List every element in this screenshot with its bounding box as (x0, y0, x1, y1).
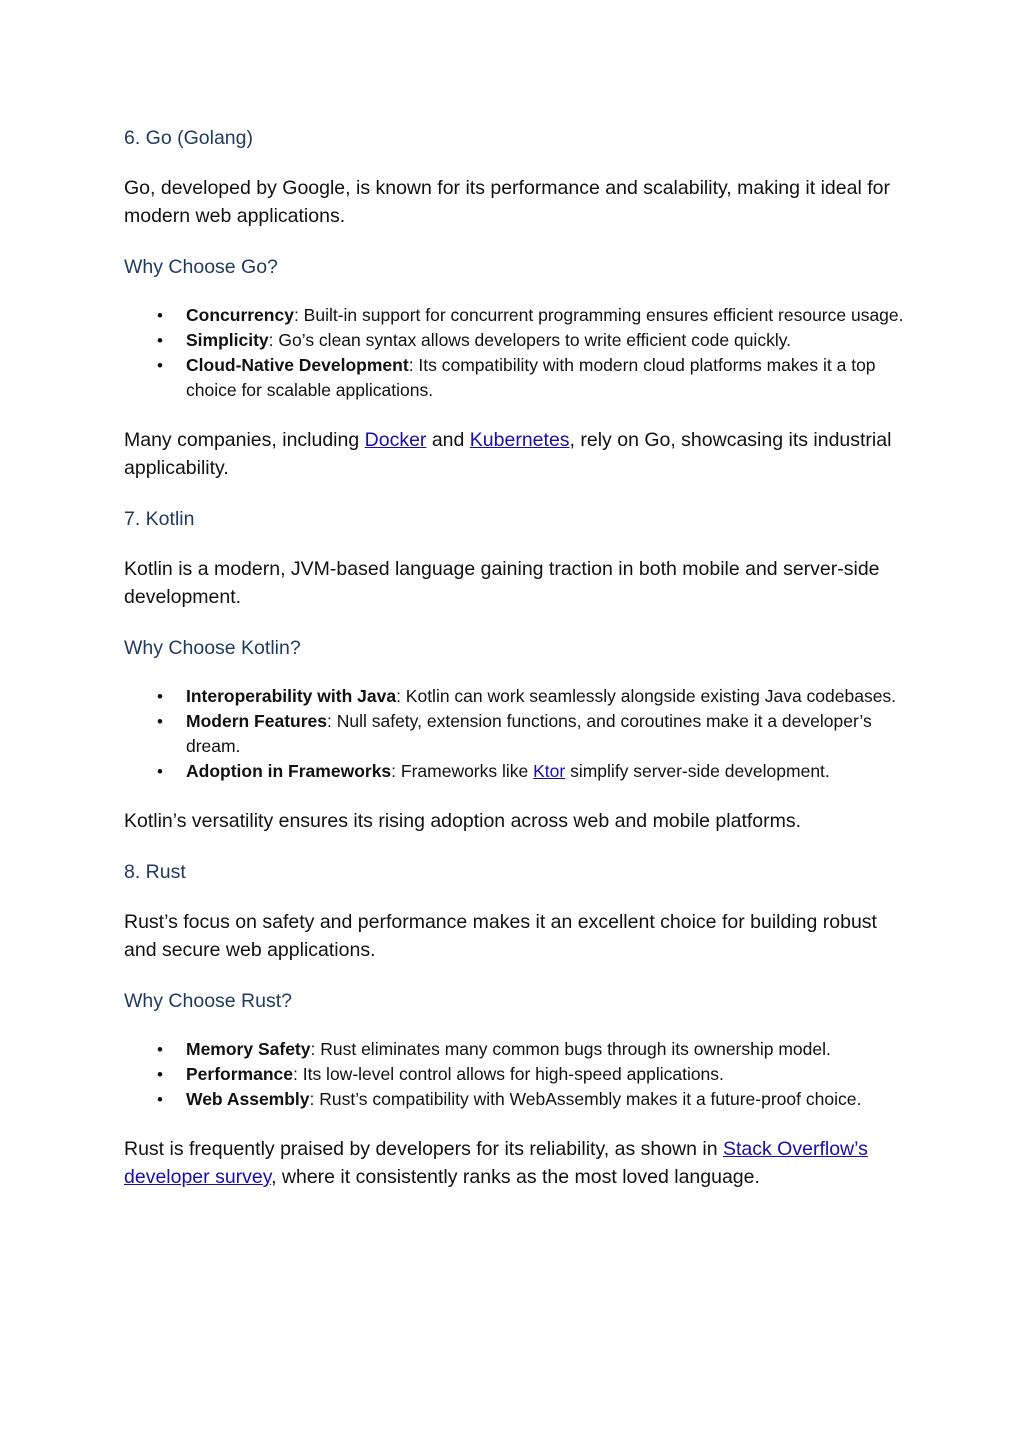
list-item (186, 328, 904, 353)
rust-outro-before: Rust is frequently praised by developers for its reliability, as shown in (124, 1138, 723, 1160)
bullet-term: Adoption in Frameworks (186, 761, 392, 781)
why-heading-kotlin: Why Choose Kotlin? (124, 637, 301, 659)
bullet-text: : Go’s clean syntax allows developers to write efficient code quickly. (268, 330, 792, 350)
go-outro-after: , rely on Go, showcasing its industrial applicability. (124, 429, 892, 479)
bullet-text: : Rust’s compatibility with WebAssembly makes it a future-proof choice. (309, 1089, 862, 1109)
list-item (186, 709, 904, 759)
bullet-text: : Frameworks like (391, 761, 534, 781)
list-item (186, 1037, 904, 1062)
bullet-term: Modern Features (186, 711, 327, 731)
kubernetes-link[interactable]: Kubernetes (469, 429, 570, 451)
bullet-text: simplify server-side development. (565, 761, 830, 781)
rust-bullet-list (124, 1037, 904, 1112)
list-item (186, 1062, 904, 1087)
why-heading-go: Why Choose Go? (124, 256, 278, 278)
section-heading-go: 6. Go (Golang) (124, 127, 253, 149)
bullet-text: : Built-in support for concurrent programming ensures efficient resource usage. (293, 305, 904, 325)
go-intro: Go, developed by Google, is known for its performance and scalability, making it ideal for modern web applications. (124, 177, 890, 227)
kotlin-bullet-list (124, 684, 904, 784)
go-outro (124, 426, 904, 482)
document-content (124, 124, 904, 1214)
list-item (186, 353, 904, 403)
list-item (186, 684, 904, 709)
list-item (186, 759, 904, 784)
ktor-link[interactable]: Ktor (533, 761, 566, 781)
bullet-term: Memory Safety (186, 1039, 311, 1059)
bullet-term: Web Assembly (186, 1089, 310, 1109)
stack-overflow-survey-link[interactable]: Stack Overflow’s developer survey (124, 1138, 868, 1188)
go-outro-middle: and (426, 429, 470, 451)
go-outro-before: Many companies, including (124, 429, 365, 451)
kotlin-intro: Kotlin is a modern, JVM-based language gaining traction in both mobile and server-side development. (124, 558, 880, 608)
section-heading-kotlin: 7. Kotlin (124, 508, 195, 530)
kotlin-outro: Kotlin’s versatility ensures its rising adoption across web and mobile platforms. (124, 810, 802, 832)
rust-outro (124, 1135, 904, 1191)
go-bullet-list (124, 303, 904, 403)
bullet-term: Simplicity (186, 330, 269, 350)
bullet-text: : Its compatibility with modern cloud platforms makes it a top choice for scalable applications. (186, 355, 876, 400)
list-item (186, 1087, 904, 1112)
bullet-term: Cloud-Native Development (186, 355, 409, 375)
docker-link[interactable]: Docker (364, 429, 427, 451)
bullet-text: : Rust eliminates many common bugs through its ownership model. (310, 1039, 831, 1059)
bullet-text: : Null safety, extension functions, and coroutines make it a developer’s dream. (186, 711, 872, 756)
rust-intro: Rust’s focus on safety and performance makes it an excellent choice for building robust and secure web applications. (124, 911, 877, 961)
bullet-term: Performance (186, 1064, 293, 1084)
bullet-term: Interoperability with Java (186, 686, 397, 706)
bullet-term: Concurrency (186, 305, 294, 325)
bullet-text: : Kotlin can work seamlessly alongside existing Java codebases. (396, 686, 897, 706)
rust-outro-after: , where it consistently ranks as the most loved language. (271, 1166, 760, 1188)
section-heading-rust: 8. Rust (124, 861, 186, 883)
why-heading-rust: Why Choose Rust? (124, 990, 292, 1012)
list-item (186, 303, 904, 328)
bullet-text: : Its low-level control allows for high-speed applications. (293, 1064, 724, 1084)
